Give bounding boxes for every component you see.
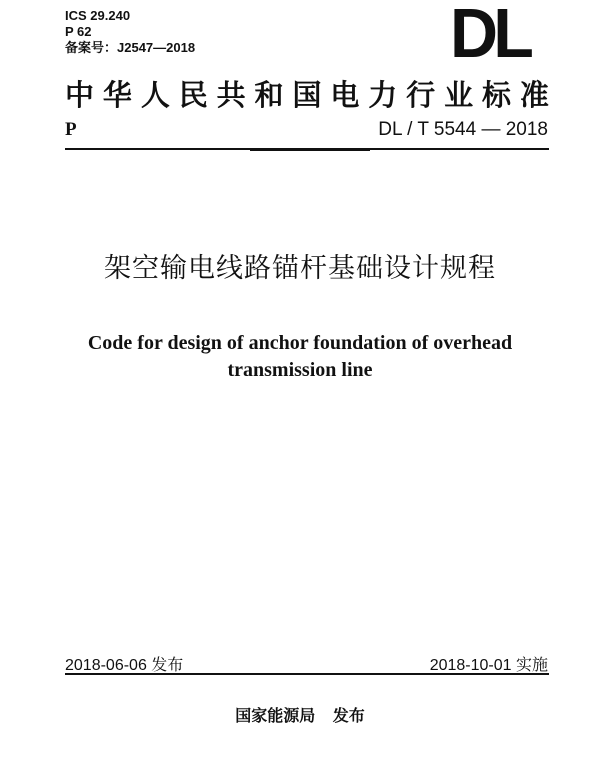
header-divider-thick-segment xyxy=(250,148,370,151)
org-char: 行 xyxy=(406,78,436,112)
english-title-line-2: transmission line xyxy=(227,359,373,381)
english-title xyxy=(0,330,600,384)
org-char: 人 xyxy=(140,78,170,112)
record-number: 备案号：J2547—2018 xyxy=(65,40,196,55)
footer-divider xyxy=(65,673,549,675)
issuing-authority xyxy=(0,703,600,726)
org-char: 准 xyxy=(519,78,549,112)
chinese-title: 架空输电线路锚杆基础设计规程 xyxy=(104,253,496,284)
organization-title xyxy=(65,78,549,112)
ics-code: ICS 29.240 xyxy=(65,8,131,23)
dl-logo: DL xyxy=(450,0,530,72)
org-char: 华 xyxy=(102,78,132,112)
org-char: 中 xyxy=(65,78,95,112)
issuer-name: 国家能源局 xyxy=(235,706,316,725)
org-char: 国 xyxy=(292,78,322,112)
standard-category: P xyxy=(65,119,77,140)
org-char: 力 xyxy=(368,78,398,112)
classification-code: P 62 xyxy=(65,24,92,39)
org-char: 共 xyxy=(216,78,246,112)
org-char: 标 xyxy=(481,78,511,112)
standard-number: DL / T 5544 — 2018 xyxy=(378,119,548,140)
org-char: 电 xyxy=(330,78,360,112)
english-title-line-1: Code for design of anchor foundation of overhead xyxy=(87,332,513,354)
issuer-action: 发布 xyxy=(332,706,365,725)
issue-date: 2018-06-06 发布 xyxy=(65,657,184,674)
org-char: 民 xyxy=(178,78,208,112)
implementation-date: 2018-10-01 实施 xyxy=(429,657,548,674)
org-char: 业 xyxy=(444,78,474,112)
org-char: 和 xyxy=(254,78,284,112)
